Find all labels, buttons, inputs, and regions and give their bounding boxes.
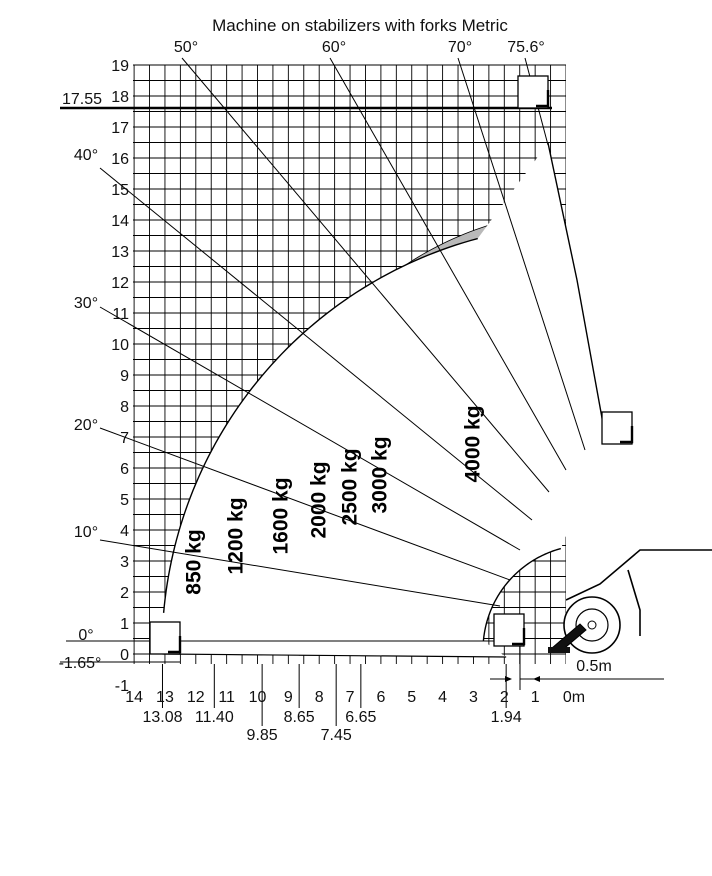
y-tick-label: 8 [120, 399, 129, 416]
x-tick-label: 8 [314, 689, 324, 706]
y-tick-label: 10 [111, 337, 129, 354]
max-height-label: 17.55 [61, 91, 103, 108]
x-tick-label: 6 [376, 689, 386, 706]
x-tick-label: 14 [125, 689, 143, 706]
load-zone-label: 4000 kg [461, 405, 485, 483]
y-tick-label: 11 [112, 306, 129, 323]
boom-angle-label: 40° [73, 147, 99, 164]
chart-title: Machine on stabilizers with forks Metric [212, 16, 508, 35]
x-tick-label: 4 [438, 689, 448, 706]
min-height-label: -1.65° [58, 655, 102, 672]
load-zone-label: 2500 kg [338, 448, 362, 526]
y-tick-label: 12 [111, 275, 129, 292]
load-zone-label: 3000 kg [368, 436, 392, 514]
x-tick-label: 7 [345, 689, 355, 706]
x-tick-label: 11 [218, 689, 235, 706]
reach-marker-label: 8.65 [283, 709, 315, 726]
y-tick-label: 18 [111, 89, 129, 106]
y-tick-label: -1 [114, 678, 129, 695]
machine-cab-line [566, 550, 712, 600]
fork-box-near [494, 614, 524, 646]
y-tick-label: 17 [111, 120, 129, 137]
y-tick-label: 16 [111, 151, 129, 168]
load-zone-label: 850 kg [182, 529, 206, 595]
x-tick-label: 5 [407, 689, 417, 706]
x-tick-label: 13 [156, 689, 174, 706]
boom-angle-label: 50° [173, 39, 199, 56]
x-tick-label: 12 [186, 689, 205, 706]
reach-marker-label: 13.08 [142, 709, 183, 726]
x-tick-label: 1 [530, 689, 540, 706]
load-zone-label: 1600 kg [269, 477, 293, 555]
y-tick-label: 4 [120, 523, 129, 540]
reach-marker-label: 1.94 [490, 709, 522, 726]
load-zone-label: 1200 kg [224, 497, 248, 575]
y-tick-label: 9 [120, 368, 129, 385]
x-tick-label: 2 [499, 689, 509, 706]
x-tick-label: 3 [468, 689, 478, 706]
y-tick-label: 13 [111, 244, 129, 261]
machine-cab-edge [628, 570, 640, 636]
fork-box-right [602, 412, 632, 444]
y-tick-label: 7 [120, 430, 129, 447]
boom-angle-label: 60° [321, 39, 347, 56]
boom-angle-label: 70° [447, 39, 473, 56]
x-tick-label: 9 [283, 689, 293, 706]
offset-label: 0.5m [576, 658, 612, 675]
reach-marker-label: 11.40 [194, 709, 234, 726]
y-tick-label: 3 [120, 554, 129, 571]
boom-angle-label: 10° [73, 524, 99, 541]
y-tick-label: 14 [111, 213, 129, 230]
fork-box-top [518, 76, 548, 108]
y-tick-label: 6 [120, 461, 129, 478]
offset-arrowhead-right [533, 676, 540, 682]
reach-marker-label: 9.85 [246, 727, 278, 744]
boom-angle-label: 75.6° [507, 39, 545, 56]
fork-box-far [150, 622, 180, 654]
machine-wheel [564, 597, 620, 653]
stabilizer-pad [548, 647, 570, 653]
y-tick-label: 0 [120, 647, 129, 664]
reach-marker-label: 7.45 [320, 727, 352, 744]
y-tick-label: 15 [111, 182, 129, 199]
boom-angle-label: 30° [73, 295, 99, 312]
x-tick-label: 10 [248, 689, 267, 706]
reach-marker-label: 6.65 [345, 709, 377, 726]
boom-angle-label: 0° [78, 627, 94, 644]
y-tick-label: 5 [120, 492, 129, 509]
y-tick-label: 2 [120, 585, 129, 602]
x-zero-label: 0m [562, 689, 586, 706]
y-tick-label: 19 [111, 58, 129, 75]
load-zone-label: 2000 kg [307, 461, 331, 539]
offset-arrowhead-left [505, 676, 512, 682]
y-tick-label: 1 [120, 616, 129, 633]
boom-angle-label: 20° [73, 417, 99, 434]
